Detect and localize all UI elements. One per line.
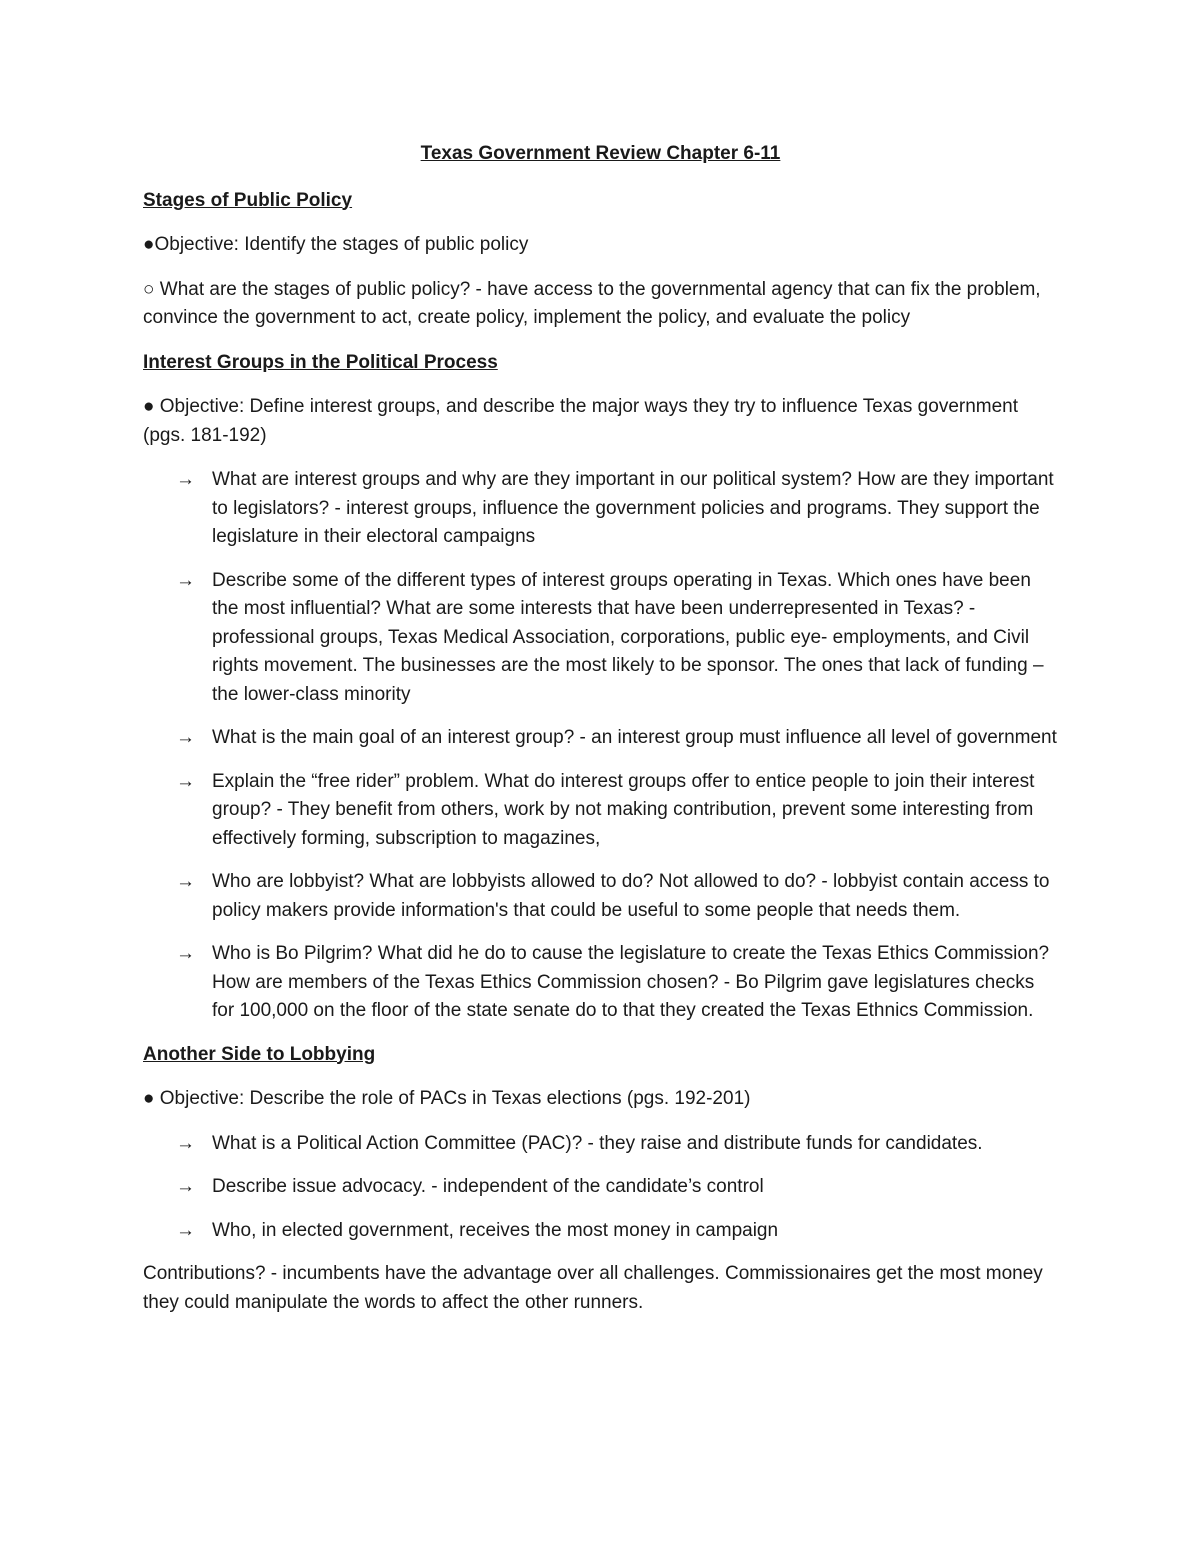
section-heading-interest-groups: Interest Groups in the Political Process bbox=[143, 351, 498, 373]
list-item bbox=[143, 1173, 1058, 1202]
list-item-text: Explain the “free rider” problem. What do interest groups offer to entice people to join their interest group? - They benefit from others, work by not making contribution, prevent some interesting from effectively forming, subscription to magazines, bbox=[212, 770, 1035, 849]
right-arrow-icon: → bbox=[176, 1176, 195, 1197]
hollow-bullet-icon: ○ bbox=[143, 278, 155, 300]
lobbying-closing-paragraph: Contributions? - incumbents have the advantage over all challenges. Commissionaires get the most money they could manipulate the words to affect the other runners. bbox=[143, 1263, 1043, 1313]
list-item bbox=[143, 567, 1058, 710]
document-page bbox=[143, 140, 1058, 1333]
interest-groups-question-list bbox=[143, 466, 1058, 1026]
stages-objective-text: Objective: Identify the stages of public policy bbox=[154, 234, 529, 255]
list-item bbox=[143, 940, 1058, 1026]
section-heading-stages: Stages of Public Policy bbox=[143, 189, 353, 211]
interest-groups-objective bbox=[143, 393, 1058, 450]
filled-bullet-icon: ● bbox=[143, 396, 155, 417]
right-arrow-icon: → bbox=[176, 770, 195, 792]
list-item bbox=[143, 724, 1058, 753]
lobbying-objective-text: Objective: Describe the role of PACs in Texas elections (pgs. 192-201) bbox=[154, 1088, 751, 1109]
list-item bbox=[143, 1130, 1058, 1159]
list-item-text: Describe some of the different types of interest groups operating in Texas. Which ones have been the most influential? What are some interests that have been underrepresented in Texas? - professional groups, Texas Medical Association, corporations, public eye- employments, and Civil rights movement. The businesses are the most likely to be sponsor. The ones that lack of funding – the lower-class minority bbox=[212, 569, 1044, 705]
stages-question bbox=[143, 276, 1058, 333]
right-arrow-icon: → bbox=[176, 943, 195, 964]
list-item-text: Who, in elected government, receives the most money in campaign bbox=[212, 1219, 779, 1241]
list-item-text: What is a Political Action Committee (PAC)? - they raise and distribute funds for candidates. bbox=[212, 1132, 983, 1154]
list-item-text: Who are lobbyist? What are lobbyists allowed to do? Not allowed to do? - lobbyist contain access to policy makers provide information's that could be useful to some people that needs them. bbox=[212, 871, 1050, 921]
section-heading-lobbying: Another Side to Lobbying bbox=[143, 1043, 376, 1065]
document-title: Texas Government Review Chapter 6-11 bbox=[420, 143, 781, 164]
list-item bbox=[143, 768, 1058, 854]
stages-objective bbox=[143, 231, 1058, 260]
list-item bbox=[143, 1217, 1058, 1246]
lobbying-objective bbox=[143, 1085, 1058, 1114]
right-arrow-icon: → bbox=[176, 1132, 195, 1154]
list-item-text: Who is Bo Pilgrim? What did he do to cause the legislature to create the Texas Ethics Commission? How are members of the Texas Ethics Commission chosen? - Bo Pilgrim gave legislatures checks for 100,000 on the floor of the state senate do to that they created the Texas Ethnics Commission. bbox=[212, 943, 1050, 1021]
right-arrow-icon: → bbox=[176, 871, 195, 892]
right-arrow-icon: → bbox=[176, 469, 195, 490]
list-item-text: What is the main goal of an interest group? - an interest group must influence all level of government bbox=[212, 727, 1057, 748]
list-item bbox=[143, 466, 1058, 552]
lobbying-question-list bbox=[143, 1130, 1058, 1246]
right-arrow-icon: → bbox=[176, 569, 195, 591]
list-item bbox=[143, 868, 1058, 925]
list-item-text: What are interest groups and why are they important in our political system? How are they important to legislators? - interest groups, influence the government policies and programs. They support the legislature in their electoral campaigns bbox=[212, 469, 1054, 547]
filled-bullet-icon: ● bbox=[143, 1088, 155, 1109]
stages-question-text: What are the stages of public policy? - have access to the governmental agency that can fix the problem, convince the government to act, create policy, implement the policy, and evaluate the policy bbox=[143, 278, 1041, 328]
right-arrow-icon: → bbox=[176, 727, 195, 748]
right-arrow-icon: → bbox=[176, 1219, 195, 1241]
filled-bullet-icon: ● bbox=[143, 234, 155, 255]
list-item-text: Describe issue advocacy. - independent of the candidate’s control bbox=[212, 1176, 764, 1197]
interest-groups-objective-text: Objective: Define interest groups, and describe the major ways they try to influence Texas government (pgs. 181-192) bbox=[143, 396, 1019, 446]
